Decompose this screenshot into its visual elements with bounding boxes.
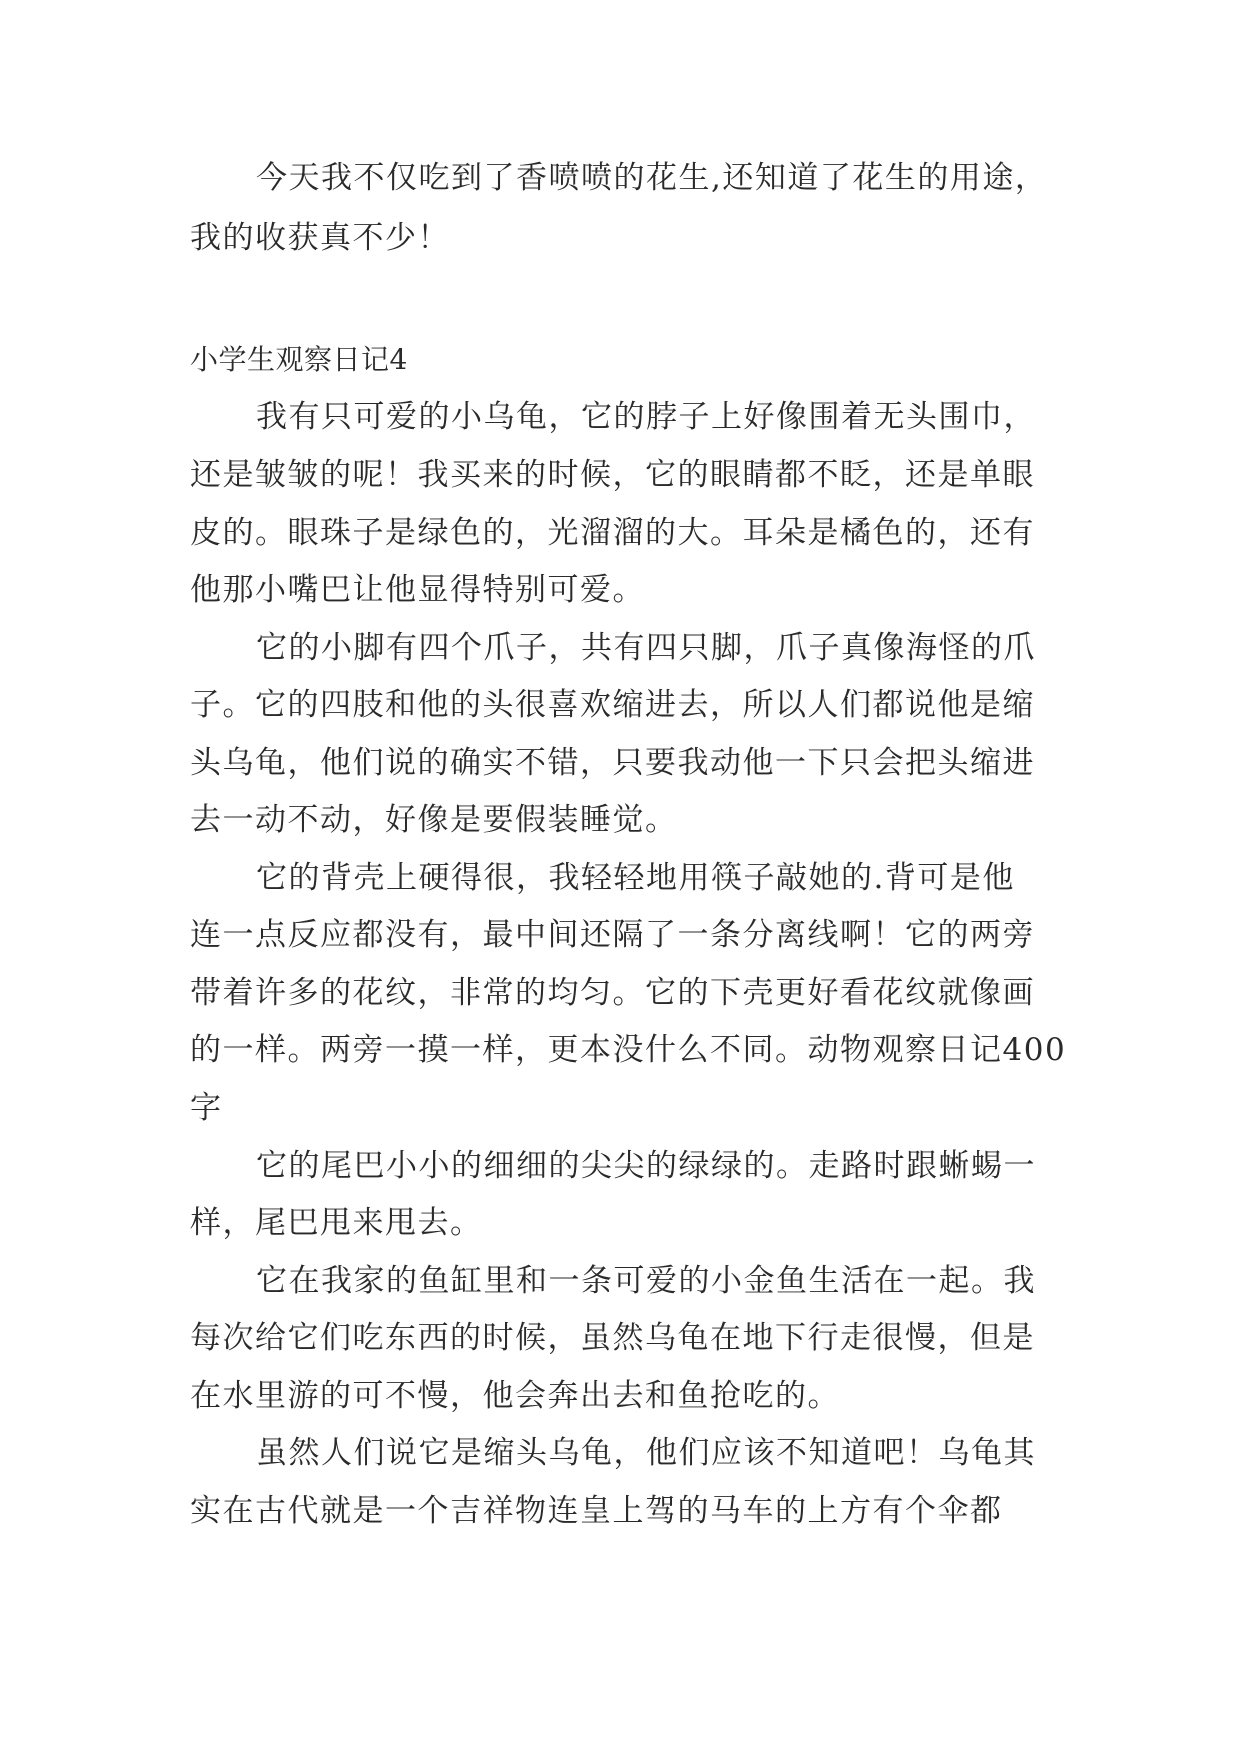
paragraph-line: 连一点反应都没有，最中间还隔了一条分离线啊！它的两旁 xyxy=(190,917,1035,953)
section-heading: 小学生观察日记4 xyxy=(190,343,408,376)
paragraph-line: 我的收获真不少！ xyxy=(190,220,450,256)
paragraph-line: 子。它的四肢和他的头很喜欢缩进去，所以人们都说他是缩 xyxy=(190,687,1035,723)
paragraph-line: 还是皱皱的呢！我买来的时候，它的眼睛都不眨，还是单眼 xyxy=(190,457,1035,493)
paragraph-line: 今天我不仅吃到了香喷喷的花生,还知道了花生的用途， xyxy=(256,160,1048,196)
paragraph-line: 它的尾巴小小的细细的尖尖的绿绿的。走路时跟蜥蜴一 xyxy=(256,1148,1036,1184)
paragraph-line: 的一样。两旁一摸一样，更本没什么不同。动物观察日记400 xyxy=(190,1032,1067,1068)
paragraph-line: 样，尾巴甩来甩去。 xyxy=(190,1205,483,1241)
paragraph-line: 去一动不动，好像是要假装睡觉。 xyxy=(190,802,678,838)
paragraph-line: 虽然人们说它是缩头乌龟，他们应该不知道吧！乌龟其 xyxy=(256,1435,1036,1471)
paragraph-line: 他那小嘴巴让他显得特别可爱。 xyxy=(190,572,645,608)
paragraph-line: 它的背壳上硬得很，我轻轻地用筷子敲她的.背可是他 xyxy=(256,860,1015,896)
paragraph-line: 实在古代就是一个吉祥物连皇上驾的马车的上方有个伞都 xyxy=(190,1493,1003,1529)
paragraph-line: 带着许多的花纹，非常的均匀。它的下壳更好看花纹就像画 xyxy=(190,975,1035,1011)
paragraph-line: 每次给它们吃东西的时候，虽然乌龟在地下行走很慢，但是 xyxy=(190,1320,1035,1356)
paragraph-line: 头乌龟，他们说的确实不错，只要我动他一下只会把头缩进 xyxy=(190,745,1035,781)
paragraph-line: 它在我家的鱼缸里和一条可爱的小金鱼生活在一起。我 xyxy=(256,1263,1036,1299)
paragraph-line: 我有只可爱的小乌龟，它的脖子上好像围着无头围巾， xyxy=(256,399,1036,435)
paragraph-line: 皮的。眼珠子是绿色的，光溜溜的大。耳朵是橘色的，还有 xyxy=(190,515,1035,551)
paragraph-line: 它的小脚有四个爪子，共有四只脚，爪子真像海怪的爪 xyxy=(256,630,1036,666)
paragraph-line: 字 xyxy=(190,1090,223,1126)
paragraph-line: 在水里游的可不慢，他会奔出去和鱼抢吃的。 xyxy=(190,1378,840,1414)
